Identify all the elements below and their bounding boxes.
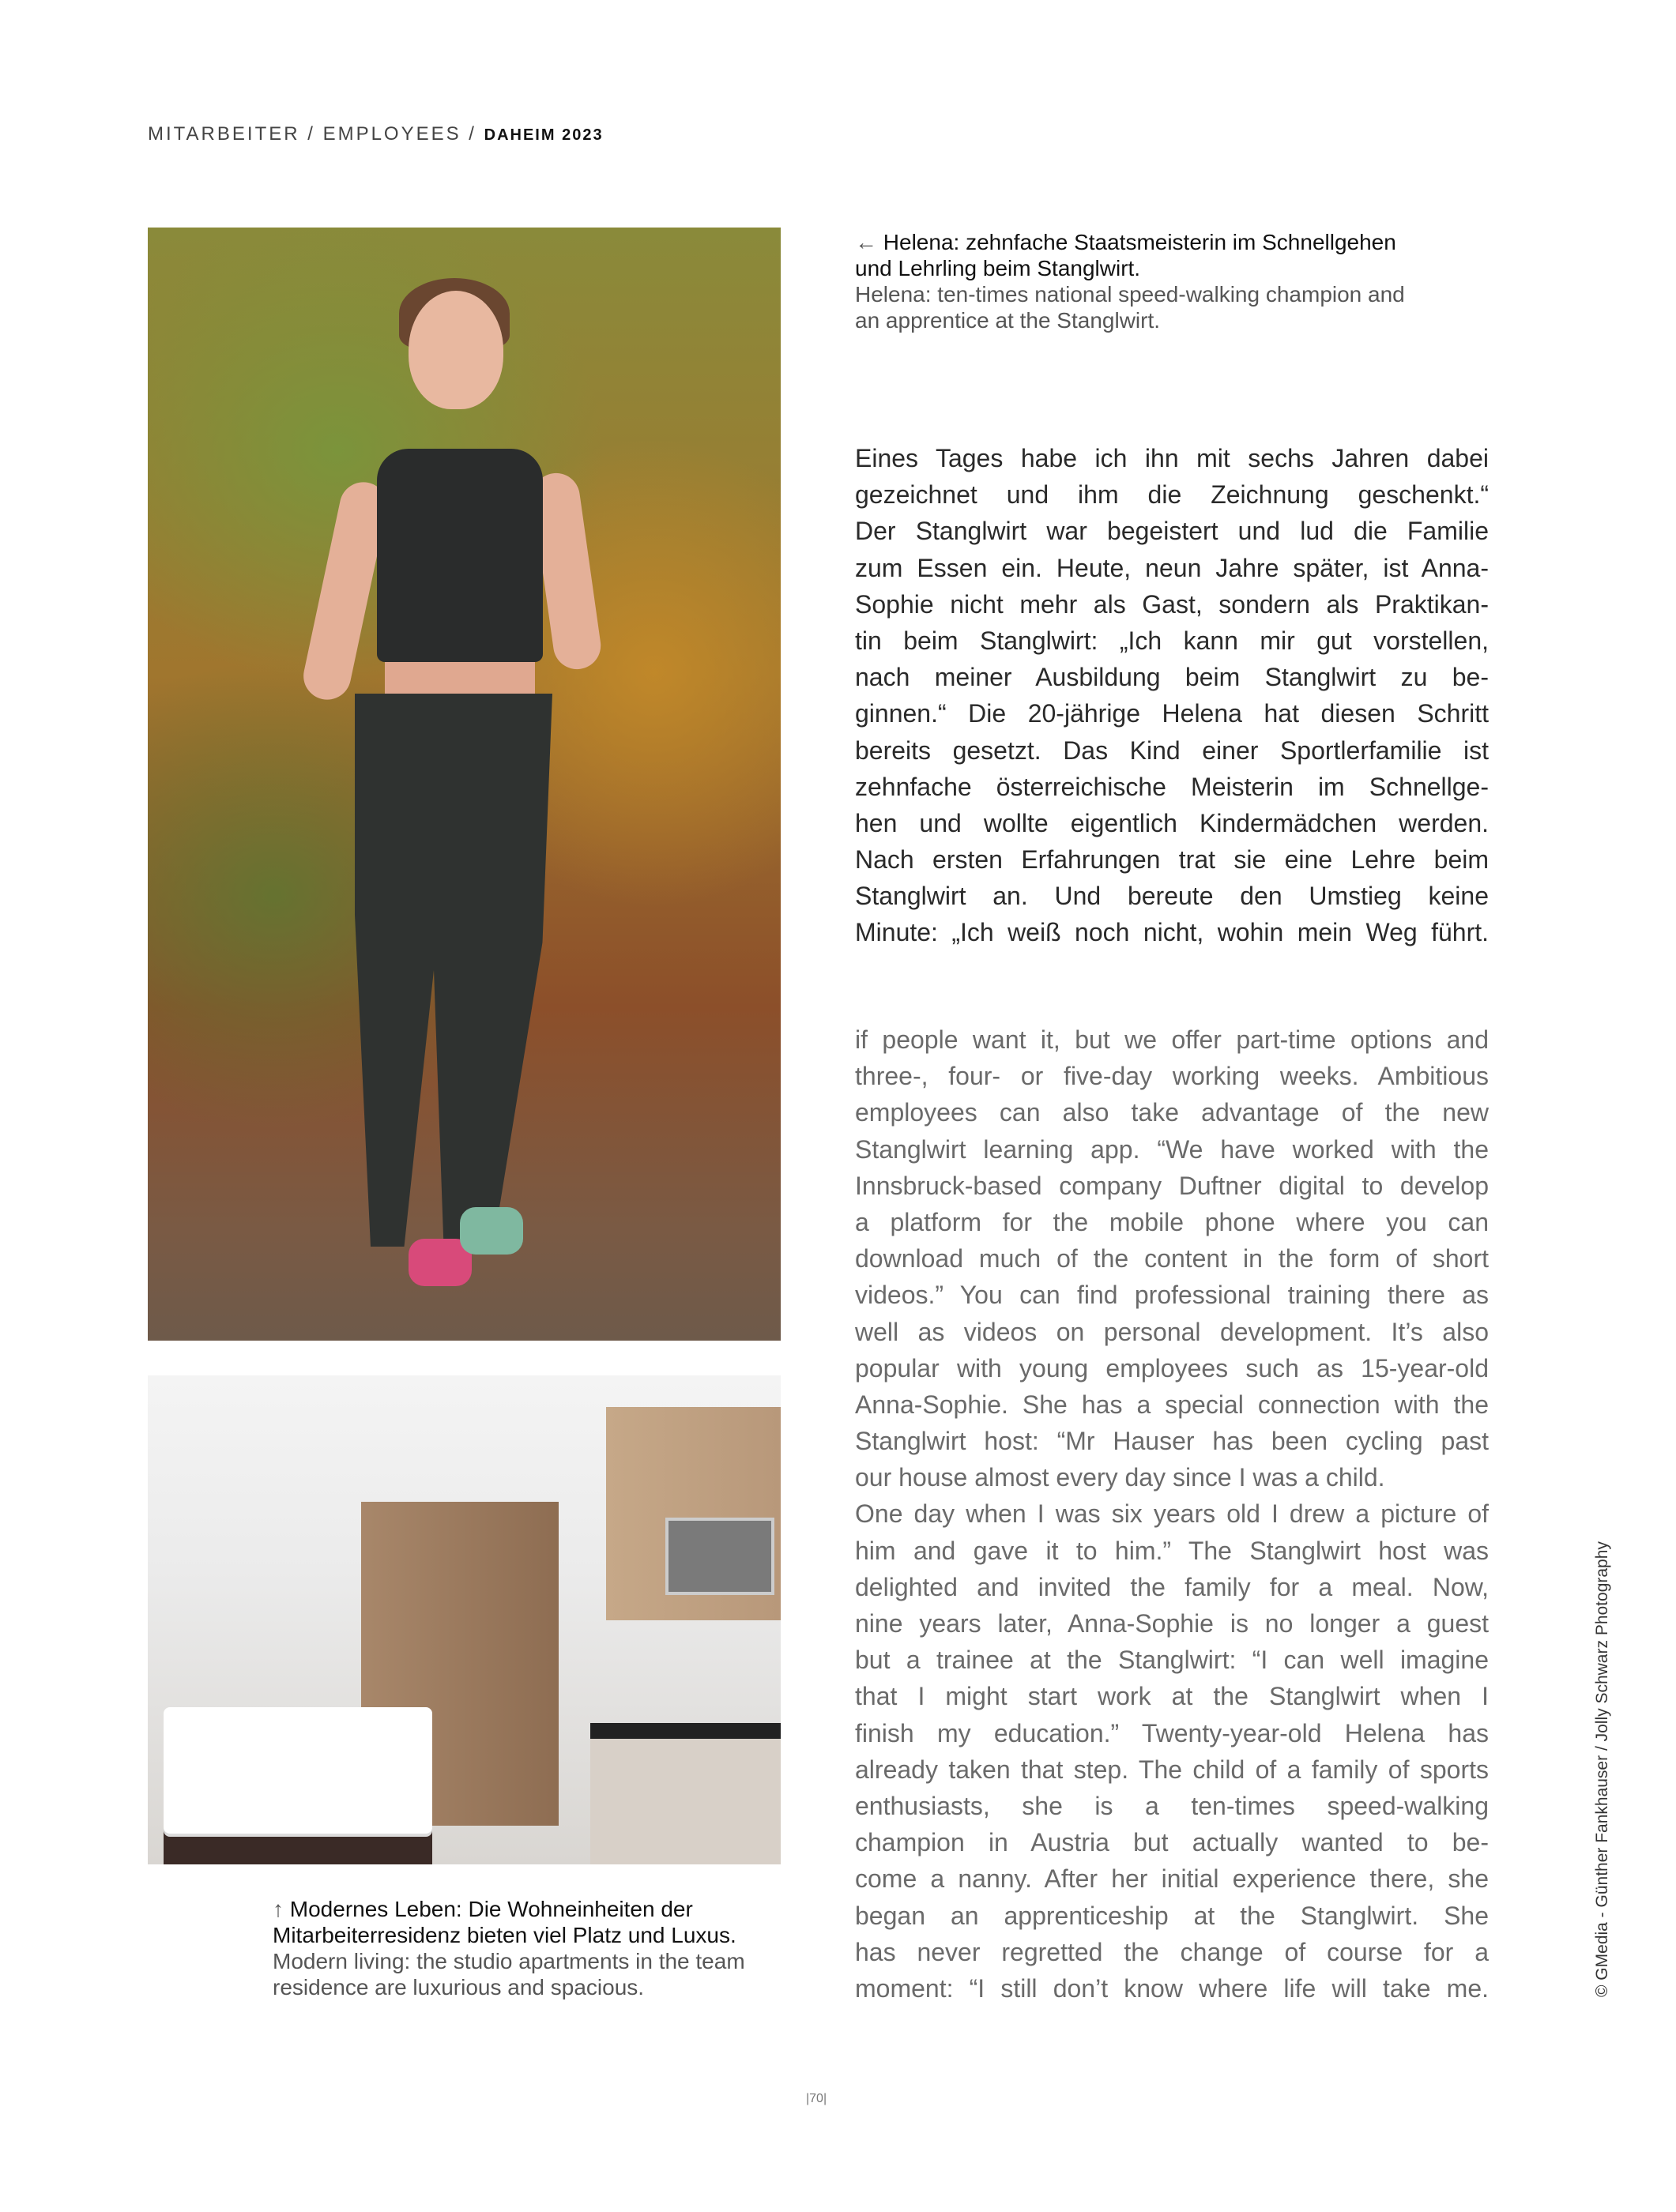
- text-line: our house almost every day since I was a child.: [855, 1463, 1385, 1492]
- text-line: download much of the content in the form of short: [855, 1244, 1489, 1273]
- text-line: Sophie nicht mehr als Gast, sondern als Praktikan-: [855, 589, 1489, 619]
- text-line: popular with young employees such as 15-year-old: [855, 1353, 1489, 1382]
- text-line: began an apprenticeship at the Stanglwirt. She: [855, 1901, 1489, 1930]
- text-line: come a nanny. After her initial experience there, she: [855, 1864, 1489, 1894]
- text-line: Anna-Sophie. She has a special connection with the: [855, 1390, 1489, 1419]
- text-line: if people want it, but we offer part-time options and: [855, 1025, 1489, 1054]
- text-line: employees can also take advantage of the new: [855, 1098, 1489, 1127]
- text-line: well as videos on personal development. It’s also: [855, 1317, 1489, 1346]
- caption-apartment: [273, 1896, 826, 2000]
- text-line: a platform for the mobile phone where you can: [855, 1207, 1489, 1236]
- microwave: [665, 1518, 774, 1595]
- text-line: enthusiasts, she is a ten-times speed-walking: [855, 1791, 1489, 1820]
- text-line: already taken that step. The child of a family of sports: [855, 1755, 1489, 1784]
- caption-helena: [855, 229, 1424, 333]
- countertop: [590, 1723, 781, 1739]
- text-line: videos.” You can find professional training there as: [855, 1281, 1489, 1310]
- arrow-up-icon: ↑: [273, 1897, 290, 1921]
- text-line: Stanglwirt host: “Mr Hauser has been cycling past: [855, 1427, 1489, 1456]
- text-line: champion in Austria but actually wanted to be-: [855, 1828, 1489, 1857]
- text-line: finish my education.” Twenty-year-old Helena has: [855, 1718, 1489, 1747]
- text-line: zum Essen ein. Heute, neun Jahre später, ist Anna-: [855, 553, 1489, 582]
- text-line: nine years later, Anna-Sophie is no longer a guest: [855, 1609, 1489, 1638]
- text-line: moment: “I still don’t know where life will take me.: [855, 1973, 1489, 2003]
- text-line: gezeichnet und ihm die Zeichnung geschenkt.“: [855, 480, 1489, 510]
- caption-en: Modern living: the studio apartments in the team residence are luxurious and spacious.: [273, 1949, 745, 1999]
- text-line: three-, four- or five-day working weeks. Ambitious: [855, 1062, 1489, 1091]
- page-number-value: 70: [809, 2092, 823, 2105]
- running-header: [148, 123, 604, 145]
- text-line: but a trainee at the Stanglwirt: “I can well imagine: [855, 1646, 1489, 1675]
- runner-top: [377, 449, 543, 662]
- text-line: delighted and invited the family for a meal. Now,: [855, 1572, 1489, 1601]
- caption-de: Helena: zehnfache Staatsmeisterin im Schnellgehen und Lehrling beim Stanglwirt.: [855, 230, 1396, 280]
- body-text-german: [855, 440, 1489, 951]
- text-line: Eines Tages habe ich ihn mit sechs Jahren dabei: [855, 444, 1489, 472]
- header-issue: DAHEIM 2023: [484, 126, 604, 144]
- caption-en: Helena: ten-times national speed-walking champion and an apprentice at the Stanglwirt.: [855, 282, 1405, 333]
- text-line: Nach ersten Erfahrungen trat sie eine Lehre beim: [855, 845, 1489, 875]
- text-line: bereits gesetzt. Das Kind einer Sportlerfamilie ist: [855, 735, 1489, 765]
- lower-cabinets: [590, 1739, 781, 1864]
- text-line: that I might start work at the Stanglwirt when I: [855, 1682, 1489, 1711]
- text-line: Stanglwirt an. Und bereute den Umstieg keine: [855, 882, 1489, 911]
- bed: [164, 1707, 432, 1834]
- photo-credit: © GMedia - Günther Fankhauser / Jolly Schwarz Photography: [1593, 1541, 1611, 1997]
- text-line: tin beim Stanglwirt: „Ich kann mir gut vorstellen,: [855, 626, 1489, 655]
- runner-shoe: [460, 1207, 523, 1255]
- text-line: Minute: „Ich weiß noch nicht, wohin mein Weg führt.: [855, 918, 1489, 947]
- text-line: One day when I was six years old I drew a picture of: [855, 1499, 1489, 1529]
- runner-head: [409, 291, 503, 409]
- page-number: |70|: [806, 2092, 827, 2105]
- text-line: Stanglwirt learning app. “We have worked with the: [855, 1134, 1489, 1164]
- header-section: MITARBEITER / EMPLOYEES /: [148, 123, 484, 145]
- text-line: zehnfache österreichische Meisterin im Schnellge-: [855, 772, 1489, 801]
- text-line: ginnen.“ Die 20-jährige Helena hat diesen Schritt: [855, 699, 1489, 728]
- caption-de: Modernes Leben: Die Wohneinheiten der Mitarbeiterresidenz bieten viel Platz und Luxus.: [273, 1897, 736, 1947]
- text-line: hen und wollte eigentlich Kindermädchen werden.: [855, 808, 1489, 837]
- text-line: Innsbruck-based company Duftner digital to develop: [855, 1171, 1489, 1200]
- photo-helena-running: [148, 228, 781, 1341]
- arrow-left-icon: ←: [855, 230, 883, 254]
- body-text-english: [855, 1021, 1489, 2007]
- text-line: has never regretted the change of course for a: [855, 1937, 1489, 1966]
- text-line: nach meiner Ausbildung beim Stanglwirt zu be-: [855, 663, 1489, 692]
- text-line: Der Stanglwirt war begeistert und lud die Familie: [855, 517, 1489, 546]
- photo-studio-apartment: [148, 1375, 781, 1864]
- text-line: him and gave it to him.” The Stanglwirt host was: [855, 1536, 1489, 1565]
- runner-legs: [355, 694, 552, 1247]
